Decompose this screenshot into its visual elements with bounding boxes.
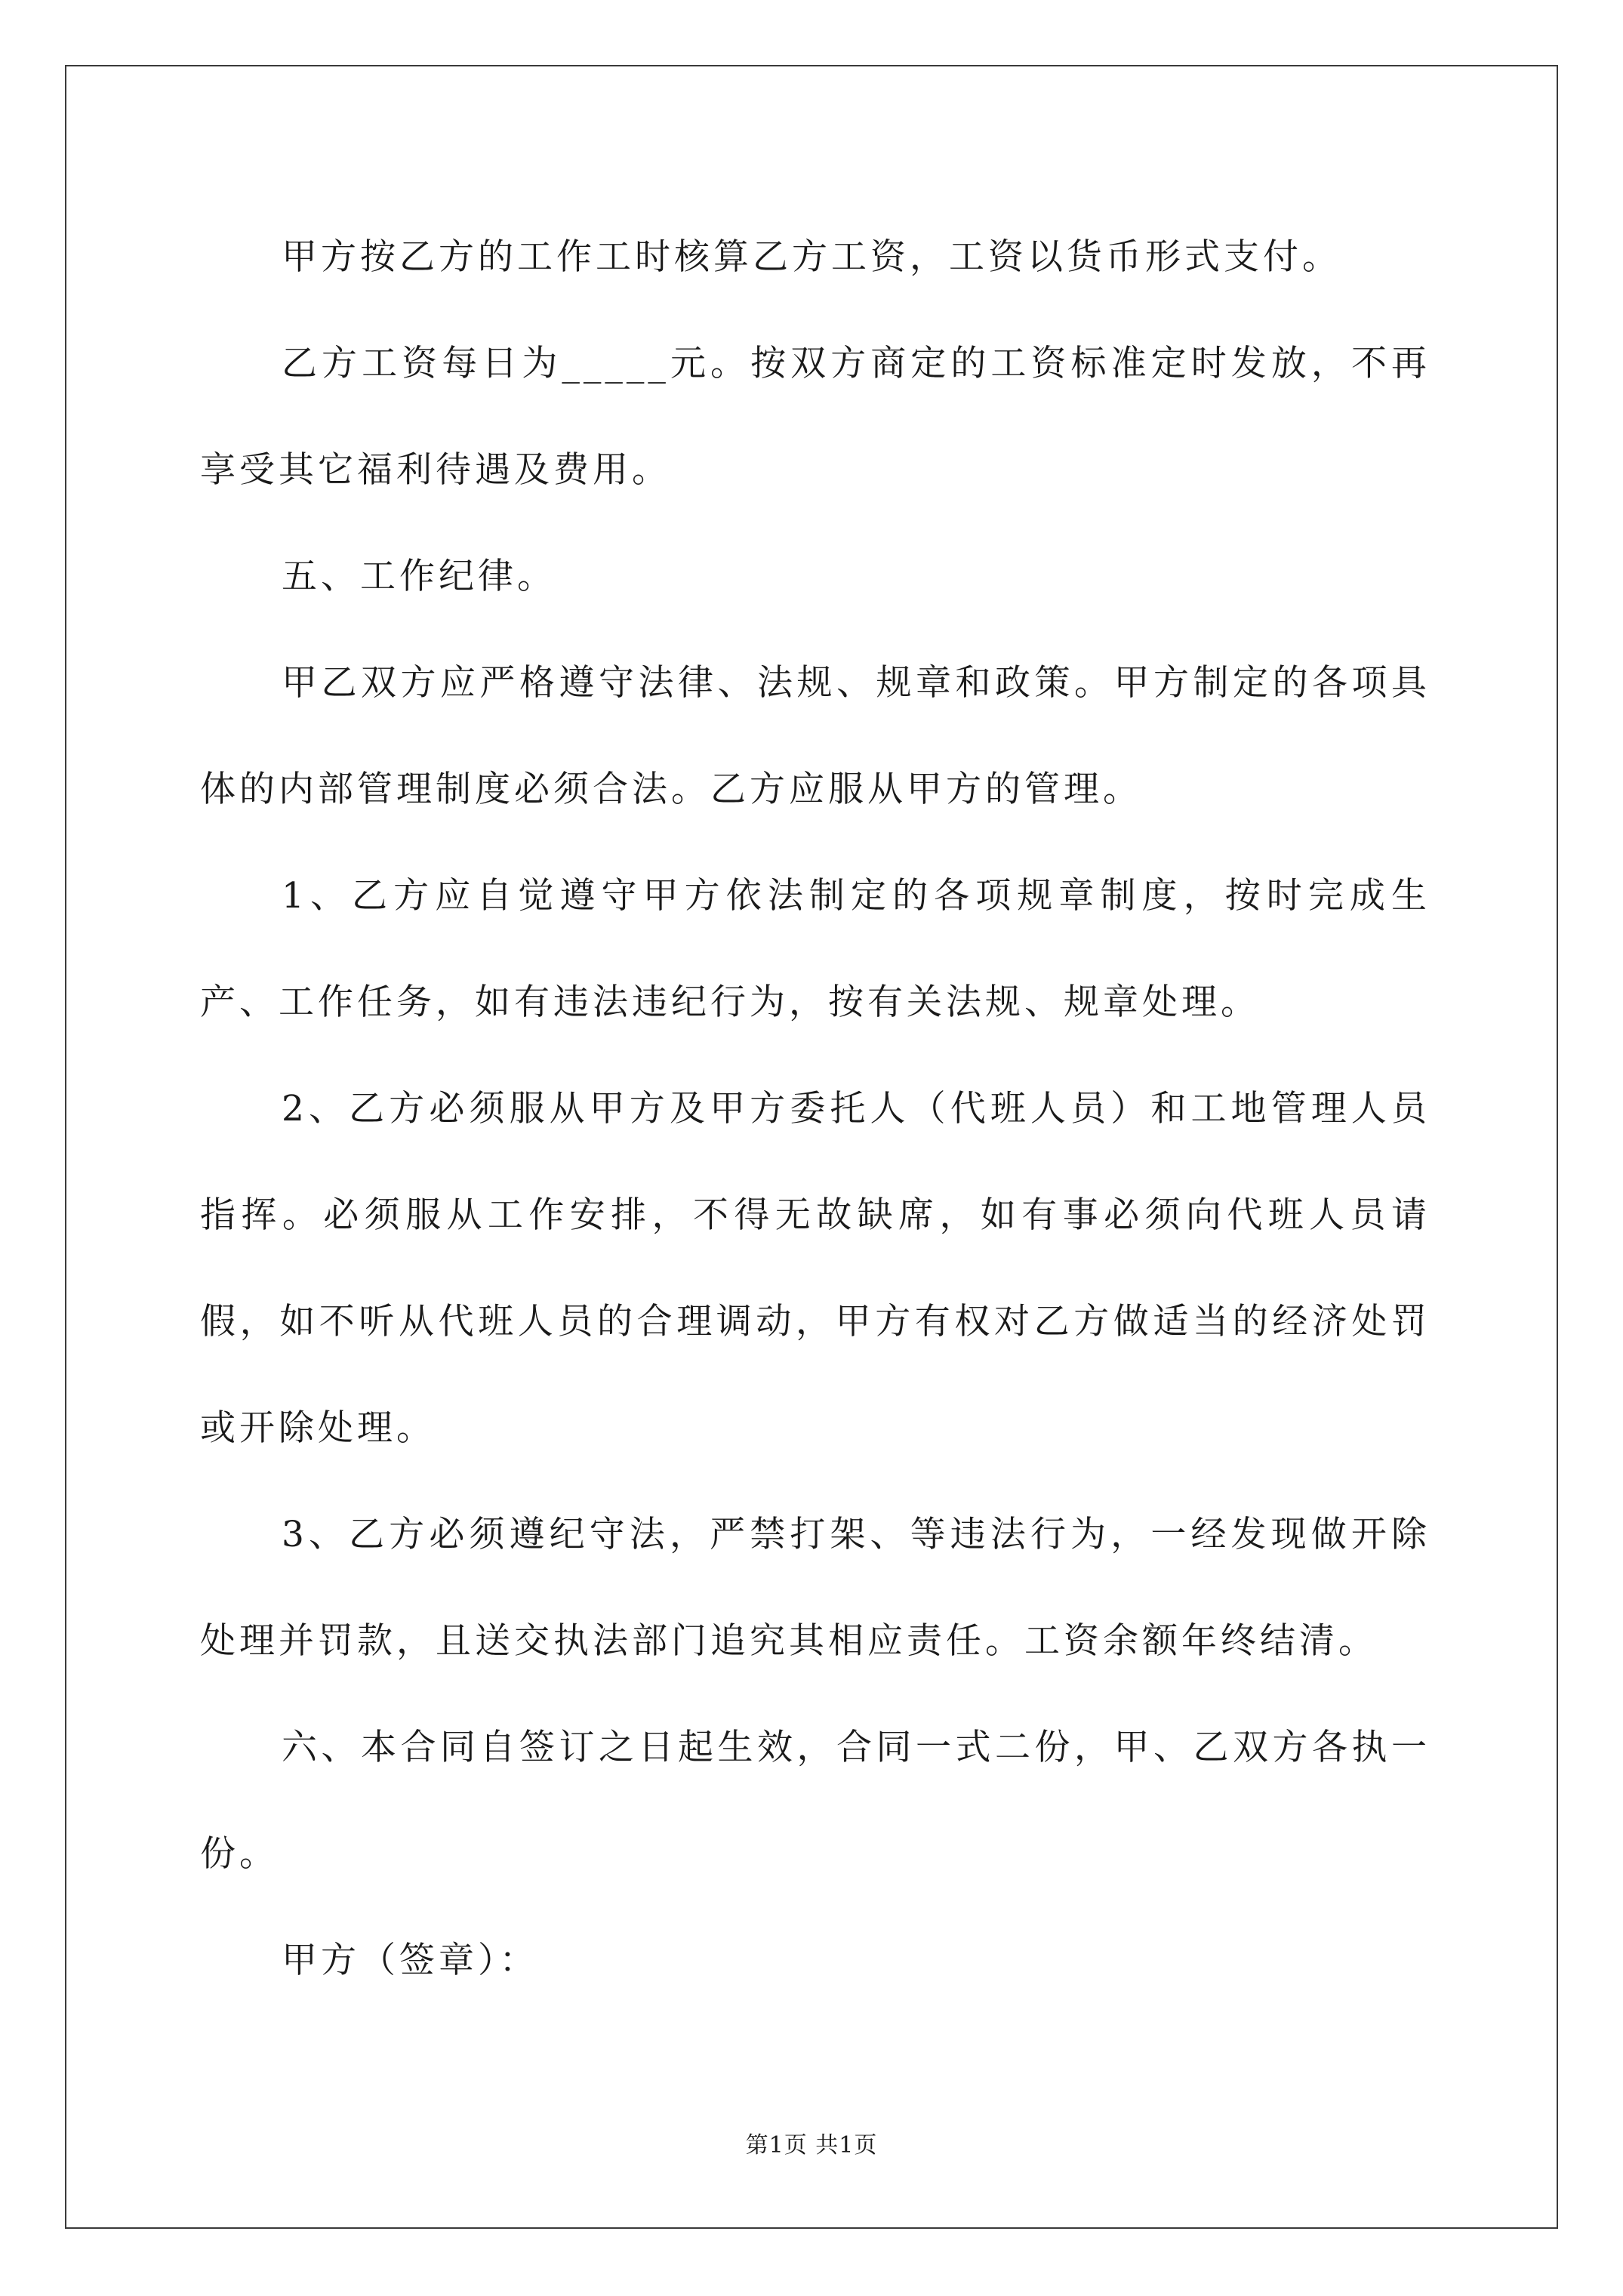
paragraph-clause-2: 2、乙方必须服从甲方及甲方委托人（代班人员）和工地管理人员指挥。必须服从工作安排，不得无故缺席，如有事必须向代班人员请假，如不听从代班人员的合理调动，甲方有权对乙方做适当的经济处罚或开除处理。 (200, 1088, 1431, 1449)
page-number-footer: 第1页 共1页 (745, 2132, 878, 2159)
paragraph-daily-wage: 乙方工资每日为_____元。按双方商定的工资标准定时发放，不再享受其它福利待遇及费用。 (200, 343, 1431, 491)
document-body (200, 204, 1431, 2014)
signature-party-a: 甲方（签章）： (282, 1940, 539, 1981)
paragraph-wage-calculation: 甲方按乙方的工作工时核算乙方工资，工资以货币形式支付。 (282, 236, 1341, 278)
paragraph-clause-1: 1、乙方应自觉遵守甲方依法制定的各项规章制度，按时完成生产、工作任务，如有违法违纪行为，按有关法规、规章处理。 (200, 875, 1431, 1023)
paragraph-legal-compliance: 甲乙双方应严格遵守法律、法规、规章和政策。甲方制定的各项具体的内部管理制度必须合法。乙方应服从甲方的管理。 (200, 662, 1431, 810)
section-heading-work-discipline: 五、工作纪律。 (282, 556, 556, 597)
paragraph-clause-3: 3、乙方必须遵纪守法，严禁打架、等违法行为，一经发现做开除处理并罚款，且送交执法部门追究其相应责任。工资余额年终结清。 (200, 1514, 1431, 1662)
section-contract-effective: 六、本合同自签订之日起生效，合同一式二份，甲、乙双方各执一份。 (200, 1727, 1431, 1875)
